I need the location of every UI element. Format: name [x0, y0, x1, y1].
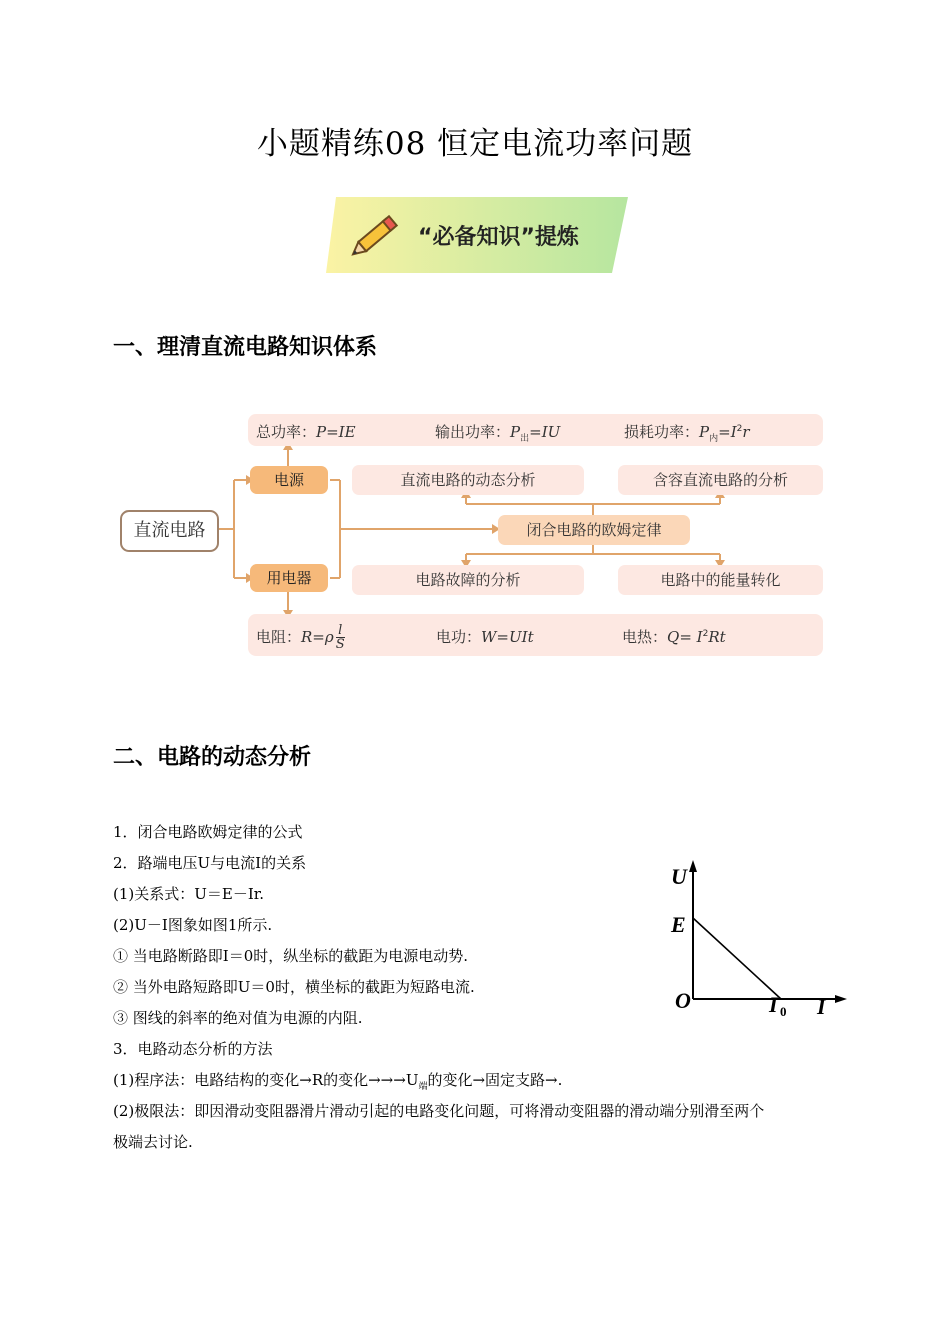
origin-label: O	[675, 988, 691, 1013]
text-line: ① 当电路断路即I＝0时，纵坐标的截距为电源电动势.	[113, 947, 469, 965]
x-intercept-sub: 0	[780, 1004, 787, 1019]
y-axis-label: U	[671, 864, 687, 889]
loss-power: 损耗功率：$P_内=I^2r$	[624, 423, 750, 444]
text-line: (2)U－I图象如图1所示.	[113, 916, 273, 934]
method2-line-cont: 极端去讨论.	[113, 1133, 193, 1151]
section-heading-2: 二、电路的动态分析	[113, 745, 312, 770]
y-intercept-label: E	[671, 912, 686, 937]
heat-formula: 电热：$Q= I^2Rt$	[622, 628, 726, 646]
text-line: (1)关系式：U＝E－Ir.	[113, 885, 265, 903]
work-formula: 电功：W=UIt	[436, 628, 534, 646]
method1-line: (1)程序法：电路结构的变化→R的变化$\to\to\to U_端$的变化→固定支路→.	[113, 1071, 563, 1092]
dynamic-analysis-node: 直流电路的动态分析	[352, 465, 584, 495]
ui-line	[693, 918, 781, 999]
page-title: 小题精练08 恒定电流功率问题	[256, 126, 694, 162]
mindmap-root: 直流电路	[120, 510, 219, 552]
x-axis-label: I	[817, 994, 826, 1019]
method2-line: (2)极限法：即因滑动变阻器滑片滑动引起的电路变化问题，可将滑动变阻器的滑动端分别滑至两个	[113, 1102, 765, 1120]
ui-graph	[665, 858, 850, 1023]
text-line: 1．闭合电路欧姆定律的公式	[113, 823, 303, 841]
total-power: 总功率：P=IE	[256, 423, 356, 441]
text-line: 3．电路动态分析的方法	[113, 1040, 273, 1058]
text-line: 2．路端电压U与电流I的关系	[113, 854, 307, 872]
energy-conversion-node: 电路中的能量转化	[618, 565, 823, 595]
output-power: 输出功率：$P_出=IU$	[435, 423, 561, 444]
x-intercept-label: I	[769, 992, 778, 1017]
load-node: 用电器	[250, 564, 328, 592]
banner-text: “必备知识”提炼	[418, 225, 579, 250]
text-line: ③ 图线的斜率的绝对值为电源的内阻.	[113, 1009, 363, 1027]
resistance-formula: 电阻：R=ρ $\frac{l}{S}$	[256, 623, 345, 652]
section-heading-1: 一、理清直流电路知识体系	[113, 335, 378, 360]
text-line: ② 当外电路短路即U＝0时，横坐标的截距为短路电流.	[113, 978, 475, 996]
capacitor-circuit-node: 含容直流电路的分析	[618, 465, 823, 495]
fault-analysis-node: 电路故障的分析	[352, 565, 584, 595]
ohms-law-node: 闭合电路的欧姆定律	[498, 515, 690, 545]
source-node: 电源	[250, 466, 328, 494]
